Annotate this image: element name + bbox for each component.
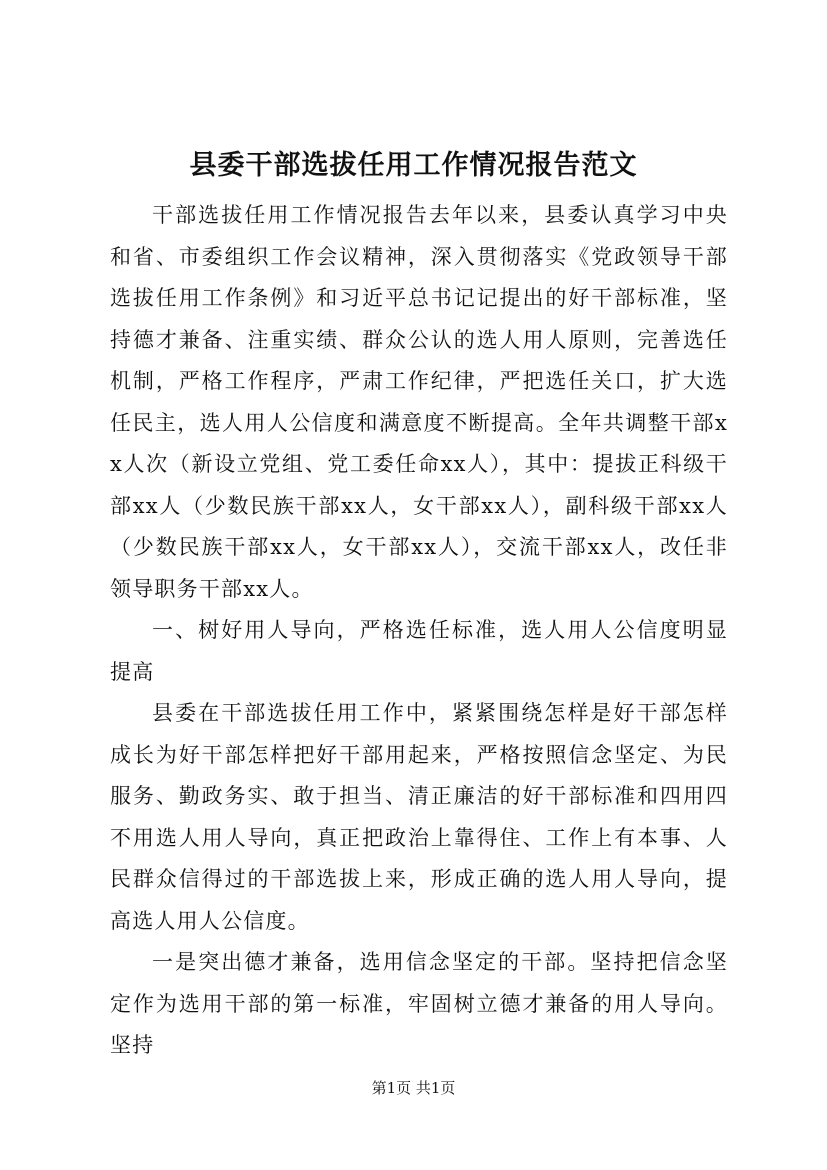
paragraph-standards: 县委在干部选拔任用工作中，紧紧围绕怎样是好干部怎样成长为好干部怎样把好干部用起来，严格按照信念坚定、为民服务、勤政务实、敢于担当、清正廉洁的好干部标准和四用四不用选人用人导向，真正把政治上靠得住、工作上有本事、人民群众信得过的干部选拔上来，形成正确的选人用人导向，提高选人用人公信度。 — [110, 701, 728, 933]
paragraph-intro: 干部选拔任用工作情况报告去年以来，县委认真学习中央和省、市委组织工作会议精神，深入贯彻落实《党政领导干部选拔任用工作条例》和习近平总书记记提出的好干部标准，坚持德才兼备、注重实绩、群众公认的选人用人原则，完善选任机制，严格工作程序，严肃工作纪律，严把选任关口，扩大选任民主，选人用人公信度和满意度不断提高。全年共调整干部xx人次（新设立党组、党工委任命xx人），其中：提拔正科级干部xx人（少数民族干部xx人，女干部xx人），副科级干部xx人（少数民族干部xx人，女干部xx人），交流干部xx人，改任非领导职务干部xx人。 — [110, 203, 728, 601]
document-title: 县委干部选拔任用工作情况报告范文 — [189, 150, 638, 181]
document-body — [110, 195, 728, 1067]
paragraph-point-one: 一是突出德才兼备，选用信念坚定的干部。坚持把信念坚定作为选用干部的第一标准，牢固树立德才兼备的用人导向。坚持 — [110, 950, 728, 1057]
paragraph-section-heading: 一、树好用人导向，严格选任标准，选人用人公信度明显提高 — [110, 618, 728, 684]
page-footer: 第1页 共1页 — [371, 1079, 456, 1097]
